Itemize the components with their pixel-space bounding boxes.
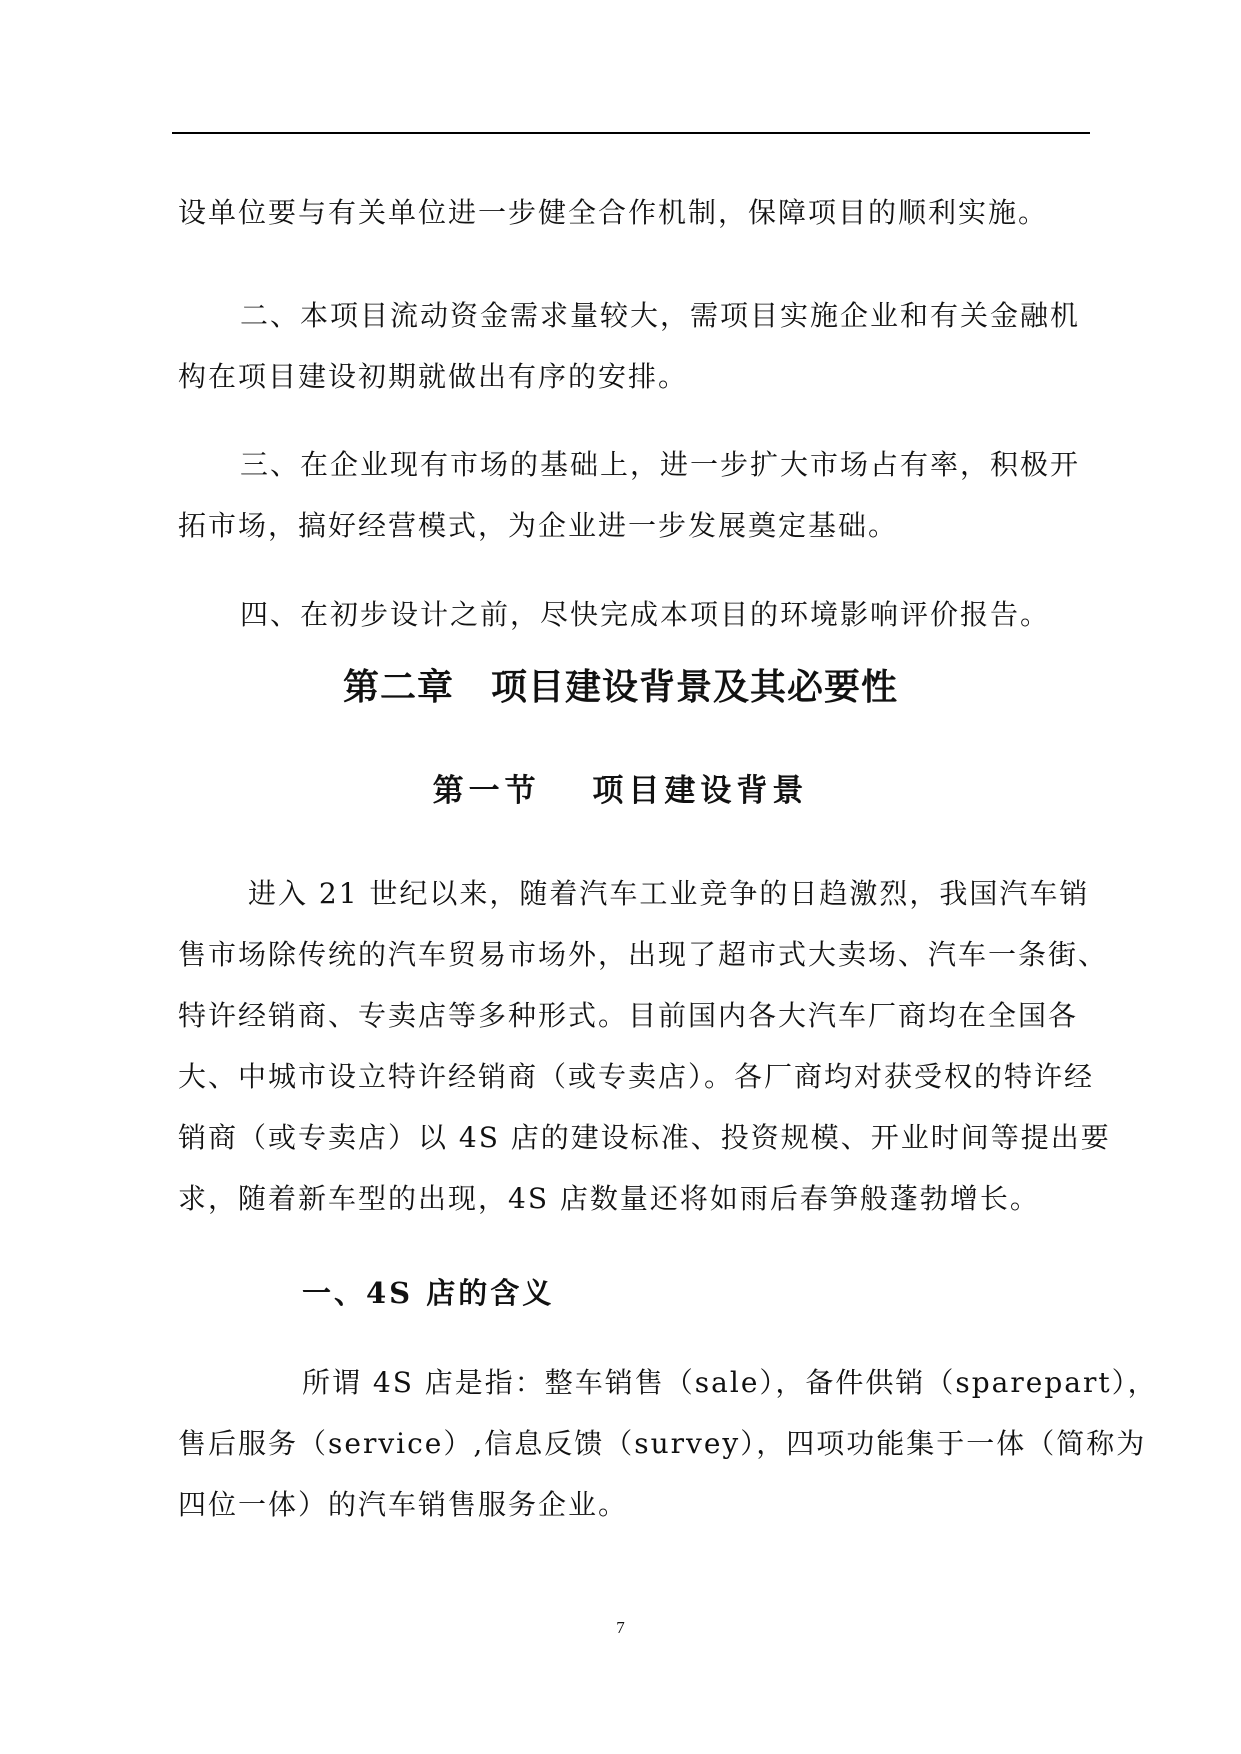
paragraph-line: 四位一体）的汽车销售服务企业。 — [178, 1488, 629, 1521]
paragraph-line: 销商（或专卖店）以 4S 店的建设标准、投资规模、开业时间等提出要 — [178, 1121, 1111, 1154]
paragraph-continuation — [178, 182, 1088, 243]
header-rule — [172, 132, 1090, 134]
page-number: 7 — [616, 1618, 625, 1637]
paragraph-line: 大、中城市设立特许经销商（或专卖店）。各厂商均对获受权的特许经 — [178, 1060, 1095, 1093]
paragraph-line: 拓市场，搞好经营模式，为企业进一步发展奠定基础。 — [178, 509, 899, 542]
paragraph-line: 售后服务（service）,信息反馈（survey），四项功能集于一体（简称为 — [178, 1427, 1147, 1460]
paragraph-line: 二、本项目流动资金需求量较大，需项目实施企业和有关金融机 — [240, 299, 1081, 332]
chapter-title: 第二章 项目建设背景及其必要性 — [342, 667, 898, 708]
paragraph-item-3 — [178, 434, 1088, 556]
paragraph-line: 售市场除传统的汽车贸易市场外，出现了超市式大卖场、汽车一条街、 — [178, 938, 1109, 971]
background-paragraph — [178, 863, 1111, 1229]
paragraph-item-4 — [178, 584, 1088, 645]
paragraph-line: 所谓 4S 店是指：整车销售（sale），备件供销（sparepart）， — [302, 1366, 1158, 1399]
paragraph-line: 进入 21 世纪以来，随着汽车工业竞争的日趋激烈，我国汽车销 — [248, 877, 1090, 910]
paragraph-line: 求，随着新车型的出现，4S 店数量还将如雨后春笋般蓬勃增长。 — [178, 1182, 1040, 1215]
section-title: 第一节 项目建设背景 — [432, 773, 809, 809]
paragraph-item-2 — [178, 285, 1088, 407]
paragraph-line: 构在项目建设初期就做出有序的安排。 — [178, 360, 689, 393]
subsection-heading: 一、4S 店的含义 — [302, 1276, 555, 1310]
definition-paragraph — [178, 1352, 1158, 1535]
paragraph-line: 四、在初步设计之前，尽快完成本项目的环境影响评价报告。 — [240, 598, 1051, 631]
paragraph-line: 设单位要与有关单位进一步健全合作机制，保障项目的顺利实施。 — [178, 196, 1049, 229]
paragraph-line: 特许经销商、专卖店等多种形式。目前国内各大汽车厂商均在全国各 — [178, 999, 1079, 1032]
paragraph-line: 三、在企业现有市场的基础上，进一步扩大市场占有率，积极开 — [240, 448, 1081, 481]
